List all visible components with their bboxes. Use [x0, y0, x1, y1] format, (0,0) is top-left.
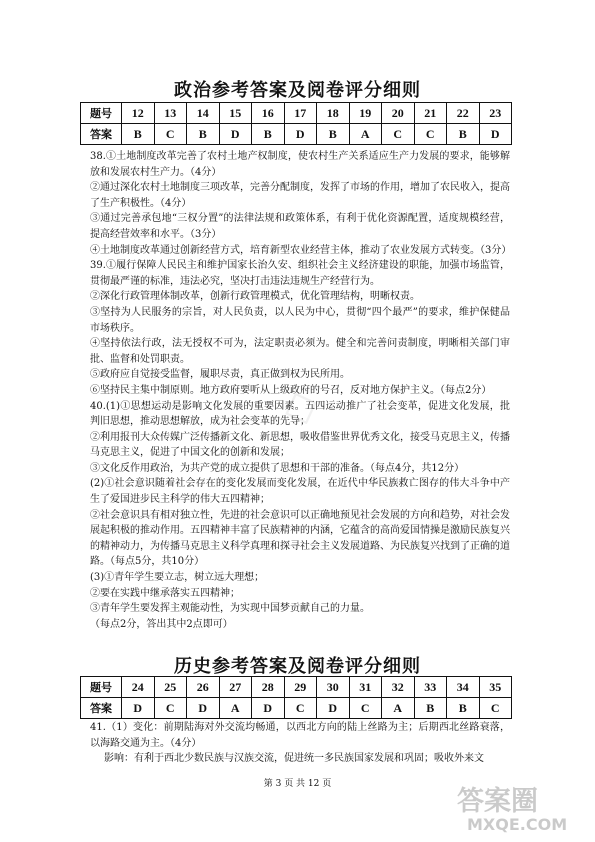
- question-number: 21: [414, 103, 447, 124]
- answer-cell: D: [252, 698, 285, 719]
- question-number: 16: [252, 103, 285, 124]
- header-label: 题号: [81, 103, 122, 124]
- history-answers-body: [90, 720, 510, 767]
- answer-cell: B: [317, 124, 350, 145]
- question-number: 30: [317, 677, 350, 698]
- answer-paragraph: ⑤政府应自觉接受监督，履职尽责，真正做到权为民所用。: [90, 369, 350, 381]
- answer-cell: C: [154, 124, 187, 145]
- answer-paragraph: 影响：有利于西北少数民族与汉族交流，促进统一多民族国家发展和巩固；吸收外来文: [104, 753, 484, 765]
- question-number: 32: [382, 677, 415, 698]
- table-row: [81, 698, 512, 719]
- answer-cell: D: [122, 698, 155, 719]
- question-number: 13: [154, 103, 187, 124]
- answer-paragraph: ②利用报刊大众传媒广泛传播新文化、新思想，吸收借鉴世界优秀文化，接受马克思主义，传播马克思主义，促进了中国文化的创新和发展；: [90, 431, 510, 459]
- answer-cell: D: [317, 698, 350, 719]
- answer-paragraph: ④坚持依法行政，法无授权不可为，法定职责必须为。健全和完善问责制度，明晰相关部门审批、监督和处罚职责。: [90, 338, 510, 365]
- answer-paragraph: （每点2分，答出其中2点即可）: [90, 618, 233, 630]
- answer-cell: C: [479, 698, 512, 719]
- page-number: 第 3 页 共 12 页: [263, 779, 332, 789]
- answer-cell: D: [479, 124, 512, 145]
- answer-cell: B: [252, 124, 285, 145]
- header-label: 题号: [81, 677, 122, 698]
- answer-cell: B: [122, 124, 155, 145]
- answer-paragraph: (3)①青年学生要立志，树立远大理想；: [90, 572, 265, 584]
- answer-paragraph: ②通过深化农村土地制度三项改革，完善分配制度，发挥了市场的作用，增加了农民收入，提高了生产积极性。（4分）: [90, 182, 510, 209]
- answer-cell: D: [219, 124, 252, 145]
- question-number: 22: [447, 103, 480, 124]
- answer-paragraph: (2)①社会意识随着社会存在的变化发展而变化发展，在近代中华民族救亡图存的伟大斗争中产生了爱国进步民主科学的伟大五四精神；: [90, 478, 510, 506]
- answer-paragraph: ③青年学生要发挥主观能动性，为实现中国梦贡献自己的力量。: [90, 603, 370, 615]
- answer-paragraph: ④土地制度改革通过创新经营方式，培育新型农业经营主体，推动了农业发展方式转变。（3分）: [90, 244, 512, 256]
- question-number: 35: [479, 677, 512, 698]
- answer-paragraph: 39.①履行保障人民民主和维护国家长治久安、组织社会主义经济建设的职能，加强市场监管，贯彻最严谨的标准，违法必究，坚决打击违法违规生产经营行为。: [90, 260, 510, 287]
- answer-paragraph: ③坚持为人民服务的宗旨，对人民负责，以人民为中心，贯彻“四个最严”的要求，维护保健品市场秩序。: [90, 306, 510, 334]
- answer-cell: D: [187, 698, 220, 719]
- question-number: 15: [219, 103, 252, 124]
- table-row: [81, 124, 512, 145]
- question-number: 34: [447, 677, 480, 698]
- answer-cell: B: [414, 698, 447, 719]
- question-number: 19: [349, 103, 382, 124]
- answer-cell: C: [382, 124, 415, 145]
- question-number: 33: [414, 677, 447, 698]
- answer-cell: B: [447, 124, 480, 145]
- history-title: 历史参考答案及阅卷评分细则: [174, 656, 421, 677]
- answer-cell: A: [219, 698, 252, 719]
- answer-label: 答案: [81, 698, 122, 719]
- answer-paragraph: ②要在实践中继承落实五四精神；: [90, 587, 240, 599]
- answer-label: 答案: [81, 124, 122, 145]
- answer-paragraph: 40.(1)①思想运动是影响文化发展的重要因素。五四运动推广了社会变革，促进文化发展，批判旧思想，推动思想解放，成为社会变革的先导；: [90, 400, 510, 428]
- answer-cell: D: [284, 124, 317, 145]
- table-row: [81, 677, 512, 698]
- question-number: 31: [349, 677, 382, 698]
- question-number: 27: [219, 677, 252, 698]
- answer-paragraph: ②深化行政管理体制改革，创新行政管理模式，优化管理结构，明晰权责。: [90, 291, 420, 303]
- answer-cell: B: [447, 698, 480, 719]
- question-number: 12: [122, 103, 155, 124]
- answer-paragraph: ③通过完善承包地“三权分置”的法律法规和政策体系，有利于优化资源配置，适度规模经营，提高经营效率和水平。（3分）: [90, 213, 510, 240]
- answer-paragraph: 41.（1）变化：前期陆海对外交流均畅通，以西北方向的陆上丝路为主；后期西北丝路衰落，以海路交通为主。（4分）: [90, 722, 510, 749]
- answer-paragraph: ③文化反作用政治，为共产党的成立提供了思想和干部的准备。（每点4分，共12分）: [90, 462, 465, 474]
- answer-paragraph: ②社会意识具有相对独立性，先进的社会意识可以正确地预见社会发展的方向和趋势，对社会发展起积极的推动作用。五四精神丰富了民族精神的内涵，它蕴含的高尚爱国情操是激励民族复兴的精神动力，为传播马克思主义科学真理和探寻社会主义发展道路、为民族复兴找到了正确的道路。（每点5分，共10分）: [90, 509, 510, 568]
- answer-paragraph: ⑥坚持民主集中制原则。地方政府要听从上级政府的号召，反对地方保护主义。（每点2分）: [90, 384, 492, 396]
- answer-cell: C: [349, 698, 382, 719]
- history-answer-table: [80, 676, 512, 719]
- question-number: 28: [252, 677, 285, 698]
- answer-cell: B: [187, 124, 220, 145]
- question-number: 26: [187, 677, 220, 698]
- politics-answer-table: [80, 102, 512, 145]
- question-number: 20: [382, 103, 415, 124]
- table-row: [81, 103, 512, 124]
- question-number: 17: [284, 103, 317, 124]
- question-number: 14: [187, 103, 220, 124]
- answer-cell: C: [284, 698, 317, 719]
- question-number: 23: [479, 103, 512, 124]
- answer-cell: A: [382, 698, 415, 719]
- answer-cell: C: [414, 124, 447, 145]
- answer-cell: A: [349, 124, 382, 145]
- watermark-text: 答案圈: [457, 786, 538, 817]
- politics-title: 政治参考答案及阅卷评分细则: [174, 80, 421, 101]
- watermark-url: MXQE.COM: [467, 815, 568, 834]
- question-number: 18: [317, 103, 350, 124]
- question-number: 29: [284, 677, 317, 698]
- question-number: 24: [122, 677, 155, 698]
- watermark-logo-icon: [453, 782, 581, 834]
- answer-cell: C: [154, 698, 187, 719]
- watermark-stamp: ◇: [275, 375, 325, 436]
- answer-paragraph: 38.①土地制度改革完善了农村土地产权制度，使农村生产关系适应生产力发展的要求，能够解放和发展农村生产力。（4分）: [90, 151, 510, 178]
- question-number: 25: [154, 677, 187, 698]
